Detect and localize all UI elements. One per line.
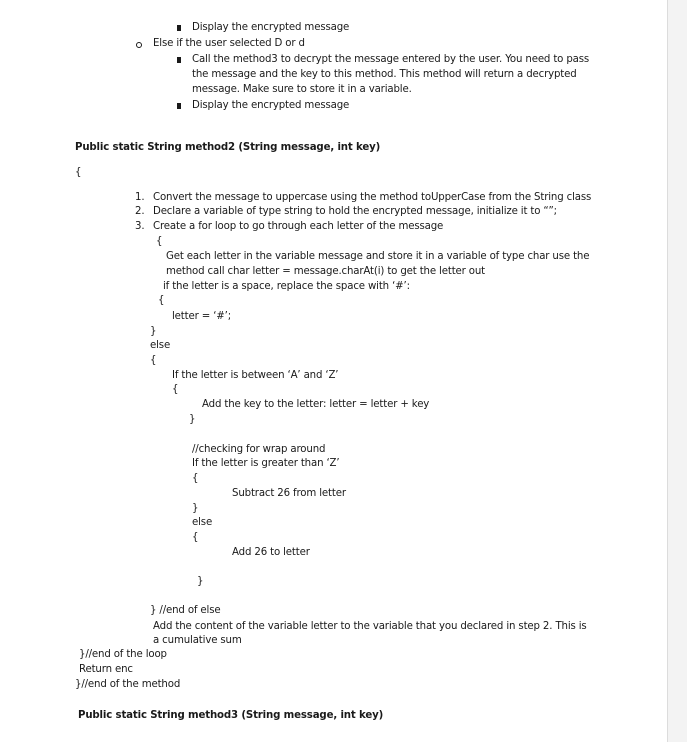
if-greater-line: If the letter is greater than ‘Z’: [192, 458, 340, 469]
call-method3-line: Call the method3 to decrypt the message entered by the user. You need to pass: [192, 54, 590, 65]
square-bullet-icon: [177, 103, 181, 109]
subtract-line: Subtract 26 from letter: [232, 488, 346, 499]
end-loop-line: }//end of the loop: [79, 649, 167, 660]
inner-else-close-brace: }: [197, 576, 204, 587]
step-text: Convert the message to uppercase using the method toUpperCase from the String class: [153, 192, 592, 203]
call-method3-line: the message and the key to this method. This method will return a decrypted: [192, 69, 577, 80]
step-text: Declare a variable of type string to hold the encrypted message, initialize it to “”;: [153, 206, 557, 217]
get-letter-line: method call char letter = message.charAt(i) to get the letter out: [166, 266, 486, 277]
greater-open-brace: {: [192, 473, 199, 484]
method2-signature: Public static String method2 (String message, int key): [75, 142, 381, 153]
between-close-brace: }: [189, 414, 196, 425]
get-letter-line: Get each letter in the variable message and store it in a variable of type char use the: [166, 251, 590, 262]
square-bullet-icon: [177, 57, 181, 63]
greater-close-brace: }: [192, 503, 199, 514]
method2-open-brace: {: [75, 167, 82, 178]
if-between-line: If the letter is between ‘A’ and ‘Z’: [172, 370, 339, 381]
else-open-brace: {: [150, 355, 157, 366]
end-method-line: }//end of the method: [75, 679, 181, 690]
step-number: 3.: [135, 221, 145, 232]
add-content-line: a cumulative sum: [153, 635, 242, 646]
bullet-display-encrypted: Display the encrypted message: [192, 22, 350, 33]
call-method3-line: message. Make sure to store it in a variable.: [192, 84, 412, 95]
comment-wrap-line: //checking for wrap around: [192, 444, 326, 455]
step-number: 2.: [135, 206, 145, 217]
page-gutter: [667, 0, 687, 742]
between-open-brace: {: [172, 384, 179, 395]
method3-signature: Public static String method3 (String message, int key): [78, 710, 384, 721]
circle-bullet-icon: [136, 42, 142, 48]
add26-line: Add 26 to letter: [232, 547, 310, 558]
if-open-brace: {: [158, 295, 165, 306]
add-content-line: Add the content of the variable letter to the variable that you declared in step 2. This is: [153, 621, 587, 632]
else-if-decrypt: Else if the user selected D or d: [153, 38, 305, 49]
end-else-line: } //end of else: [150, 605, 221, 616]
assign-hash-line: letter = ‘#’;: [172, 311, 232, 322]
loop-open-brace: {: [156, 236, 163, 247]
return-line: Return enc: [79, 664, 133, 675]
inner-else-open-brace: {: [192, 532, 199, 543]
add-key-line: Add the key to the letter: letter = letter + key: [202, 399, 430, 410]
if-space-line: if the letter is a space, replace the space with ‘#’:: [163, 281, 410, 292]
bullet-display-encrypted: Display the encrypted message: [192, 100, 350, 111]
step-text: Create a for loop to go through each letter of the message: [153, 221, 444, 232]
inner-else-keyword: else: [192, 517, 213, 528]
if-close-brace: }: [150, 326, 157, 337]
else-keyword: else: [150, 340, 171, 351]
square-bullet-icon: [177, 25, 181, 31]
step-number: 1.: [135, 192, 145, 203]
